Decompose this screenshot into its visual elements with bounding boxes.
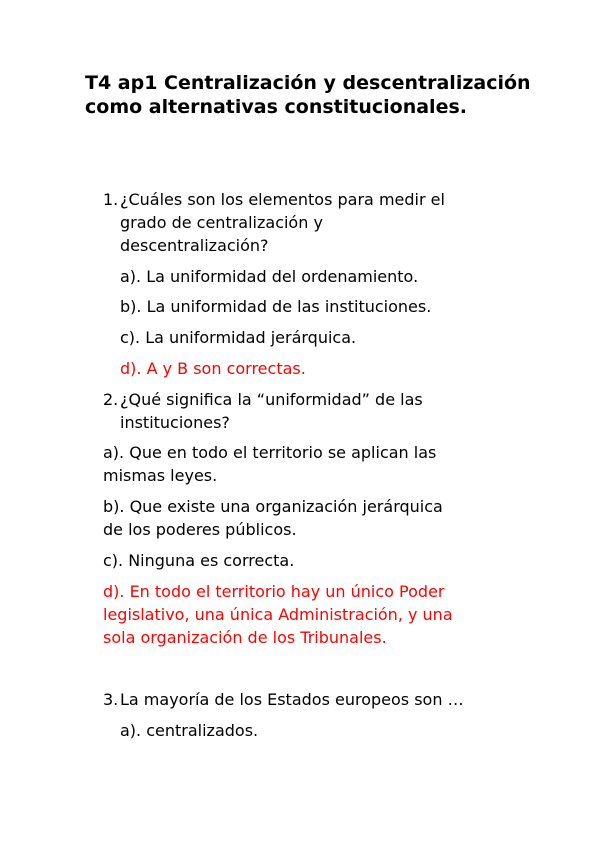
question-text-line: instituciones? — [120, 413, 230, 432]
question-text-line: La mayoría de los Estados europeos son … — [120, 690, 464, 709]
option-d-continued: sola organización de los Tribunales. — [103, 628, 387, 647]
option-a-continued: mismas leyes. — [103, 466, 218, 485]
question-text-line: descentralización? — [120, 236, 269, 255]
option-b: b). Que existe una organización jerárquica — [103, 497, 443, 516]
question-text-line: ¿Qué significa la “uniformidad” de las — [120, 390, 423, 409]
question-number: 1. — [103, 190, 119, 209]
option-b: b). La uniformidad de las instituciones. — [120, 297, 432, 316]
question-text-line: grado de centralización y — [120, 213, 323, 232]
option-a: a). centralizados. — [120, 721, 259, 740]
option-d-continued: legislativo, una única Administración, y una — [103, 605, 453, 624]
option-a: a). Que en todo el territorio se aplican las — [103, 443, 437, 462]
question-number: 3. — [103, 690, 119, 709]
option-d-correct: d). A y B son correctas. — [120, 359, 306, 378]
option-c: c). La uniformidad jerárquica. — [120, 328, 357, 347]
question-text-line: ¿Cuáles son los elementos para medir el — [120, 190, 445, 209]
document-title: T4 ap1 Centralización y descentralización como alternativas constitucionales. — [85, 72, 531, 118]
option-a: a). La uniformidad del ordenamiento. — [120, 267, 419, 286]
option-c: c). Ninguna es correcta. — [103, 551, 295, 570]
question-number: 2. — [103, 390, 119, 409]
option-b-continued: de los poderes públicos. — [103, 520, 297, 539]
option-d-correct: d). En todo el territorio hay un único Poder — [103, 582, 445, 601]
